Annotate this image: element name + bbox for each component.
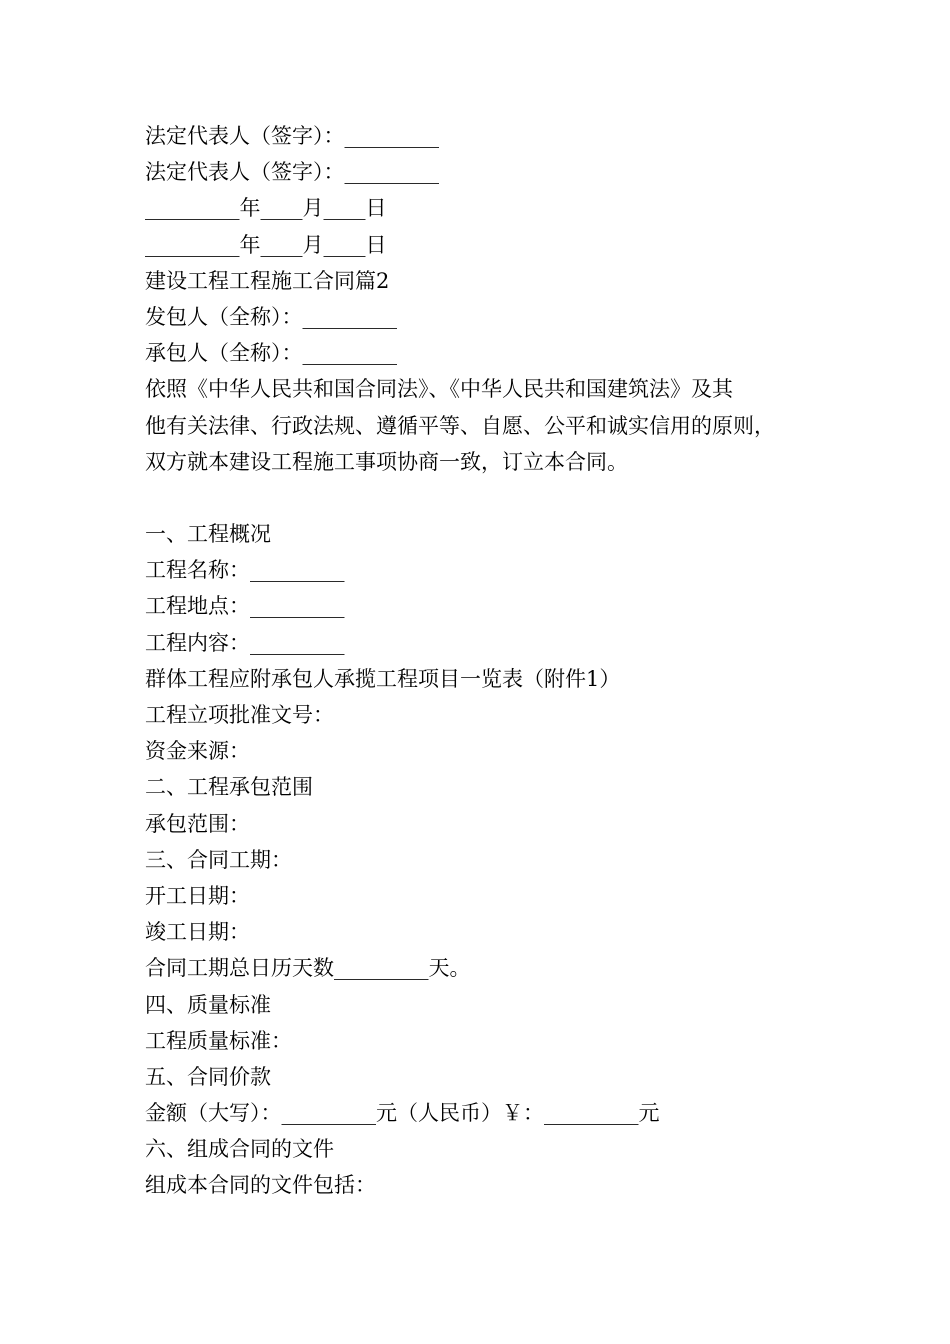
heading-quality: 四、质量标准 xyxy=(145,992,271,1017)
paragraph-line: 他有关法律、行政法规、遵循平等、自愿、公平和诚实信用的原则， xyxy=(145,413,775,438)
signature-line-2: 法定代表人（签字）：_________ xyxy=(145,160,439,185)
employer-line: 发包人（全称）：_________ xyxy=(145,304,397,329)
heading-scope: 二、工程承包范围 xyxy=(145,775,313,800)
paragraph-line: 依照《中华人民共和国合同法》、《中华人民共和国建筑法》及其 xyxy=(145,377,733,402)
heading-project-overview: 一、工程概况 xyxy=(145,522,271,547)
blank-line xyxy=(145,480,845,516)
total-days-line: 合同工期总日历天数_________天。 xyxy=(145,956,471,981)
documents-line: 组成本合同的文件包括： xyxy=(145,1173,376,1198)
heading-price: 五、合同价款 xyxy=(145,1064,271,1089)
document-body xyxy=(145,118,845,1204)
paragraph-line: 双方就本建设工程施工事项协商一致，订立本合同。 xyxy=(145,449,628,474)
project-name-line: 工程名称：_________ xyxy=(145,558,345,583)
quality-standard-line: 工程质量标准： xyxy=(145,1028,292,1053)
signature-line-1: 法定代表人（签字）：_________ xyxy=(145,124,439,148)
project-content-line: 工程内容：_________ xyxy=(145,630,345,655)
heading-documents: 六、组成合同的文件 xyxy=(145,1137,334,1162)
project-location-line: 工程地点：_________ xyxy=(145,594,345,619)
approval-number-line: 工程立项批准文号： xyxy=(145,703,334,727)
completion-date-line: 竣工日期： xyxy=(145,920,250,945)
heading-period: 三、合同工期： xyxy=(145,847,292,872)
start-date-line: 开工日期： xyxy=(145,883,250,908)
contractor-line: 承包人（全称）：_________ xyxy=(145,341,397,366)
scope-line: 承包范围： xyxy=(145,811,250,836)
section-heading: 建设工程工程施工合同篇2 xyxy=(145,268,390,293)
date-line-1: _________年____月____日 xyxy=(145,196,387,221)
project-list-line: 群体工程应附承包人承揽工程项目一览表（附件1） xyxy=(145,666,621,691)
date-line-2: _________年____月____日 xyxy=(145,232,387,257)
amount-line: 金额（大写）：_________元（人民币）￥：_________元 xyxy=(145,1101,660,1126)
funding-source-line: 资金来源： xyxy=(145,739,250,764)
